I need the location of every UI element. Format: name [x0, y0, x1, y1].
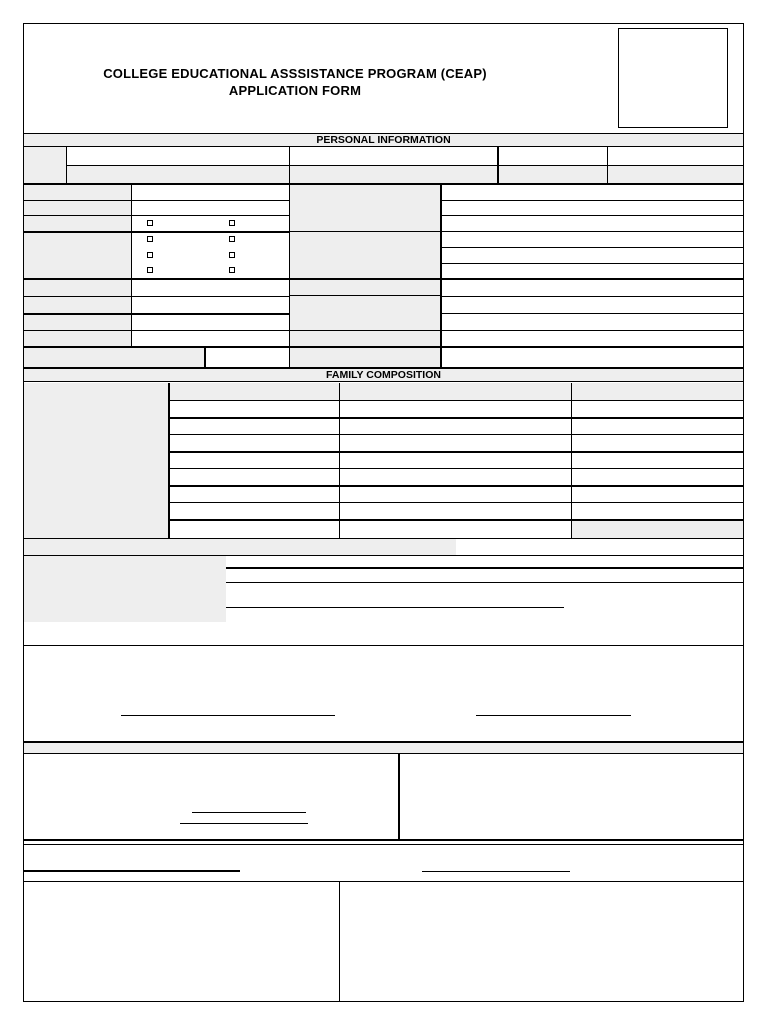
- divider: [168, 383, 170, 538]
- divider: [571, 383, 572, 538]
- divider: [398, 754, 400, 840]
- divider: [290, 295, 441, 296]
- name-sub-label: [499, 166, 607, 183]
- civil-status-checkbox-icon[interactable]: [229, 252, 235, 258]
- sex-male-checkbox-icon[interactable]: [147, 220, 153, 226]
- personal-label-cells: [24, 185, 131, 232]
- family-label-cell: [24, 383, 168, 538]
- divider: [24, 645, 743, 646]
- divider: [339, 383, 340, 538]
- divider: [441, 215, 743, 216]
- divider: [226, 567, 743, 569]
- office-use-band: [24, 743, 743, 753]
- divider: [290, 330, 441, 331]
- divider: [169, 519, 743, 521]
- divider: [131, 185, 132, 347]
- first-name-field[interactable]: [290, 147, 497, 165]
- civil-status-checkbox-icon[interactable]: [147, 267, 153, 273]
- approval-signature-line[interactable]: [24, 870, 240, 872]
- middle-label-column: [290, 185, 441, 368]
- income-label-band: [24, 539, 456, 555]
- suffix-field[interactable]: [608, 147, 743, 165]
- personal-information-header: PERSONAL INFORMATION: [24, 133, 743, 147]
- divider: [290, 231, 441, 232]
- divider: [169, 502, 743, 503]
- divider: [441, 200, 743, 201]
- civil-status-label-cell: [24, 232, 131, 279]
- label-cell: [24, 347, 205, 368]
- divider: [441, 313, 743, 314]
- divider: [24, 313, 290, 315]
- divider: [169, 451, 743, 453]
- family-table-header-row: [169, 383, 743, 400]
- remarks-box-left[interactable]: [25, 883, 338, 1001]
- divider: [441, 263, 743, 264]
- divider: [24, 200, 290, 201]
- divider: [169, 417, 743, 419]
- form-title-line1: COLLEGE EDUCATIONAL ASSSISTANCE PROGRAM (CEAP): [103, 66, 487, 81]
- name-sub-label: [608, 166, 743, 183]
- divider: [289, 185, 290, 368]
- divider: [204, 347, 206, 368]
- last-name-field[interactable]: [67, 147, 289, 165]
- divider: [339, 882, 340, 1002]
- evaluator-signature-line[interactable]: [192, 812, 306, 813]
- sex-female-checkbox-icon[interactable]: [229, 220, 235, 226]
- divider: [441, 330, 743, 331]
- civil-status-checkbox-icon[interactable]: [229, 236, 235, 242]
- divider: [169, 434, 743, 435]
- family-total-cell: [572, 520, 743, 538]
- civil-status-checkbox-icon[interactable]: [147, 252, 153, 258]
- middle-name-field[interactable]: [499, 147, 607, 165]
- remarks-box-right[interactable]: [341, 883, 742, 1001]
- date-signature-line[interactable]: [476, 715, 631, 716]
- divider: [441, 247, 743, 248]
- civil-status-checkbox-icon[interactable]: [147, 236, 153, 242]
- divider: [24, 330, 290, 331]
- divider: [24, 844, 743, 845]
- divider: [24, 839, 743, 841]
- divider: [24, 296, 290, 297]
- civil-status-checkbox-icon[interactable]: [229, 267, 235, 273]
- divider: [441, 231, 743, 232]
- form-title-line2: APPLICATION FORM: [228, 83, 362, 98]
- divider: [24, 231, 290, 233]
- divider: [169, 485, 743, 487]
- divider: [169, 400, 743, 401]
- divider: [226, 582, 743, 583]
- divider: [24, 881, 743, 882]
- name-sub-label: [67, 166, 289, 183]
- income-signature-line[interactable]: [226, 607, 564, 608]
- divider: [440, 185, 442, 368]
- evaluator-name-line[interactable]: [180, 823, 308, 824]
- applicant-signature-line[interactable]: [121, 715, 335, 716]
- divider: [169, 468, 743, 469]
- divider: [24, 215, 290, 216]
- name-sub-label: [290, 166, 497, 183]
- name-label-cell: [24, 147, 66, 184]
- income-label-cell: [24, 556, 226, 622]
- approval-date-line[interactable]: [422, 871, 570, 872]
- photo-placeholder-box[interactable]: [618, 28, 728, 128]
- divider: [24, 753, 743, 754]
- divider: [441, 296, 743, 297]
- family-composition-header: FAMILY COMPOSITION: [24, 368, 743, 382]
